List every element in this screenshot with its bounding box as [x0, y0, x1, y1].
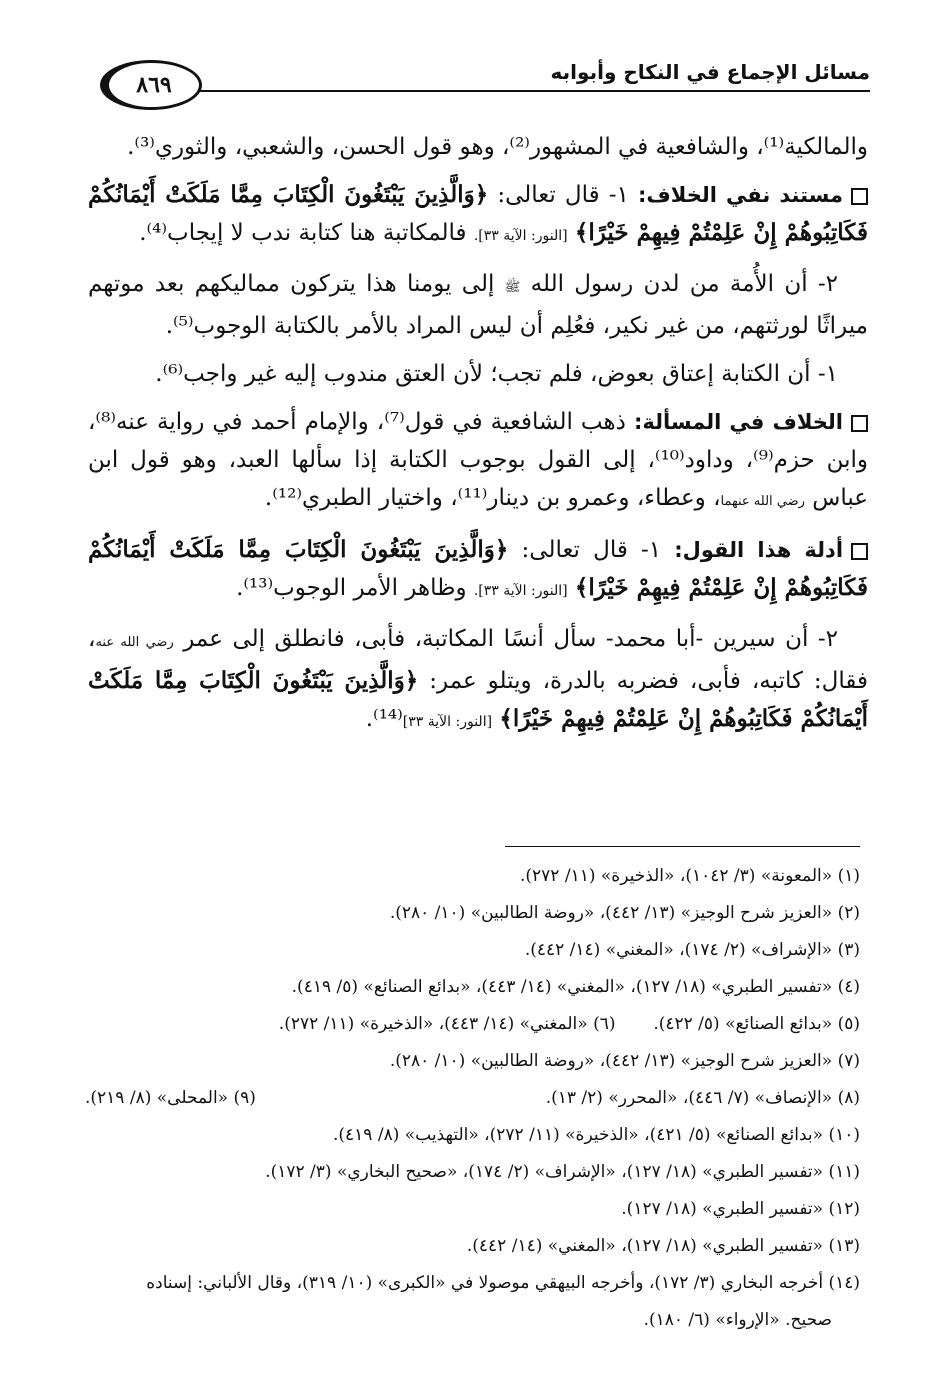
verse-reference: [النور: الآية ٣٣]	[402, 714, 493, 730]
footnote-8-9	[85, 1080, 860, 1117]
p7-text-b: ، فقال: كاتبه، فأبى، فضربه بالدرة، ويتلو عمر:	[88, 626, 868, 694]
paragraph-7	[88, 620, 868, 741]
quran-verse: ﴿وَالَّذِينَ يَبْتَغُونَ الْكِتَابَ مِمَّا مَلَكَتْ أَيْمَانُكُمْ فَكَاتِبُوهُمْ إِنْ عَلِمْتُمْ فِيهِمْ خَيْرًا﴾	[88, 181, 868, 246]
paragraph-5	[88, 403, 868, 521]
p7-tail: ⁽¹⁴⁾.	[365, 706, 403, 732]
footnote-4: (٤) «تفسير الطبري» (١٨/ ١٢٧)، «المغني» (١٤/ ٤٤٣)، «بدائع الصنائع» (٥/ ٤١٩).	[291, 977, 860, 997]
footnote-1: (١) «المعونة» (٣/ ١٠٤٢)، «الذخيرة» (١١/ ٢٧٢).	[519, 866, 860, 886]
verse-reference: [النور: الآية ٣٣].	[473, 583, 568, 599]
quran-verse: ﴿وَالَّذِينَ يَبْتَغُونَ الْكِتَابَ مِمَّا مَلَكَتْ أَيْمَانُكُمْ فَكَاتِبُوهُمْ إِنْ عَلِمْتُمْ فِيهِمْ خَيْرًا﴾	[88, 667, 868, 732]
running-title: مسائل الإجماع في النكاح وأبوابه	[550, 60, 870, 84]
paragraph-3	[88, 265, 868, 345]
p2-tail: فالمكاتبة هنا كتابة ندب لا إيجاب⁽⁴⁾.	[139, 220, 467, 246]
paragraph-6	[88, 531, 868, 610]
section-box-icon	[851, 543, 868, 560]
footnote-3: (٣) «الإشراف» (٢/ ١٧٤)، «المغني» (١٤/ ٤٤٢).	[524, 940, 860, 960]
p1-text: والمالكية⁽¹⁾، والشافعية في المشهور⁽²⁾، وهو قول الحسن، والشعبي، والثوري⁽³⁾.	[127, 134, 868, 160]
footnote-5-6	[85, 1006, 860, 1043]
salutation-glyph: رضي الله عنهما	[720, 494, 805, 509]
p3-text-a: ٢- أن الأُمة من لدن رسول الله	[530, 271, 839, 297]
footnote-11: (١١) «تفسير الطبري» (١٨/ ١٢٧)، «الإشراف» (٢/ ١٧٤)، «صحيح البخاري» (٣/ ١٧٢).	[265, 1162, 860, 1182]
footnote-10: (١٠) «بدائع الصنائع» (٥/ ٤٢١)، «الذخيرة» (١١/ ٢٧٢)، «التهذيب» (٨/ ٤١٩).	[332, 1125, 860, 1145]
paragraph-1	[88, 128, 868, 166]
p6-text: ١- قال تعالى:	[521, 537, 662, 563]
footnotes	[85, 858, 860, 1339]
salutation-glyph: ﷺ	[504, 280, 521, 295]
footnote-separator	[505, 846, 860, 847]
heading-dispute: الخلاف في المسألة:	[633, 410, 844, 434]
verse-reference: [النور: الآية ٣٣].	[473, 228, 568, 244]
paragraph-2	[88, 176, 868, 255]
heading-basis-no-dispute: مستند نفي الخلاف:	[637, 183, 844, 207]
header-rule	[180, 90, 870, 92]
p3-text-b: إلى يومنا هذا يتركون مماليكهم بعد موتهم ميراثًا لورثتهم، من غير نكير، فعُلِم أن ليس المراد بالأمر بالكتابة الوجوب⁽⁵⁾.	[88, 271, 868, 339]
footnote-14-continued: صحيح. «الإرواء» (٦/ ١٨٠).	[643, 1310, 832, 1330]
p5-text-b: ، وعطاء، وعمرو بن دينار⁽¹¹⁾، واختيار الطبري⁽¹²⁾.	[264, 485, 721, 511]
section-box-icon	[851, 415, 868, 432]
footnote-2: (٢) «العزيز شرح الوجيز» (١٣/ ٤٤٢)، «روضة الطالبين» (١٠/ ٢٨٠).	[389, 903, 860, 923]
footnote-14: (١٤) أخرجه البخاري (٣/ ١٧٢)، وأخرجه البيهقي موصولا في «الكبرى» (١٠/ ٣١٩)، وقال الألباني: إسناده	[146, 1273, 860, 1293]
footnote-6: (٦) «المغني» (١٤/ ٤٤٣)، «الذخيرة» (١١/ ٢٧٢).	[278, 1014, 616, 1034]
main-text	[88, 128, 868, 751]
footnote-5: (٥) «بدائع الصنائع» (٥/ ٤٢٢).	[653, 1014, 860, 1034]
paragraph-4	[88, 355, 868, 393]
quran-verse: ﴿وَالَّذِينَ يَبْتَغُونَ الْكِتَابَ مِمَّا مَلَكَتْ أَيْمَانُكُمْ فَكَاتِبُوهُمْ إِنْ عَلِمْتُمْ فِيهِمْ خَيْرًا﴾	[88, 536, 868, 601]
salutation-glyph: رضي الله عنه	[95, 635, 174, 650]
section-box-icon	[851, 188, 868, 205]
page-number: ٨٦٩	[136, 72, 172, 98]
p2-text: ١- قال تعالى:	[497, 182, 629, 208]
p5-text-a: ذهب الشافعية في قول⁽⁷⁾، والإمام أحمد في رواية عنه⁽⁸⁾، وابن حزم⁽⁹⁾، وداود⁽¹⁰⁾، إلى القول بوجوب الكتابة إذا سألها العبد، وهو قول ابن عباس	[88, 409, 869, 511]
footnote-8: (٨) «الإنصاف» (٧/ ٤٤٦)، «المحرر» (٢/ ١٣).	[545, 1088, 860, 1108]
footnote-12: (١٢) «تفسير الطبري» (١٨/ ١٢٧).	[621, 1199, 860, 1219]
heading-evidence: أدلة هذا القول:	[674, 538, 844, 562]
p4-text: ١- أن الكتابة إعتاق بعوض، فلم تجب؛ لأن العتق مندوب إليه غير واجب⁽⁶⁾.	[155, 361, 838, 387]
page-number-badge	[100, 60, 202, 110]
p7-text-a: ٢- أن سيرين -أبا محمد- سأل أنسًا المكاتبة، فأبى، فانطلق إلى عمر	[183, 626, 838, 652]
footnote-13: (١٣) «تفسير الطبري» (١٨/ ١٢٧)، «المغني» (١٤/ ٤٤٢).	[466, 1236, 860, 1256]
footnote-7: (٧) «العزيز شرح الوجيز» (١٣/ ٤٤٢)، «روضة الطالبين» (١٠/ ٢٨٠).	[389, 1051, 860, 1071]
page-header	[100, 52, 870, 112]
footnote-9: (٩) «المحلى» (٨/ ٢١٩).	[85, 1088, 256, 1108]
p6-tail: وظاهر الأمر الوجوب⁽¹³⁾.	[236, 575, 467, 601]
